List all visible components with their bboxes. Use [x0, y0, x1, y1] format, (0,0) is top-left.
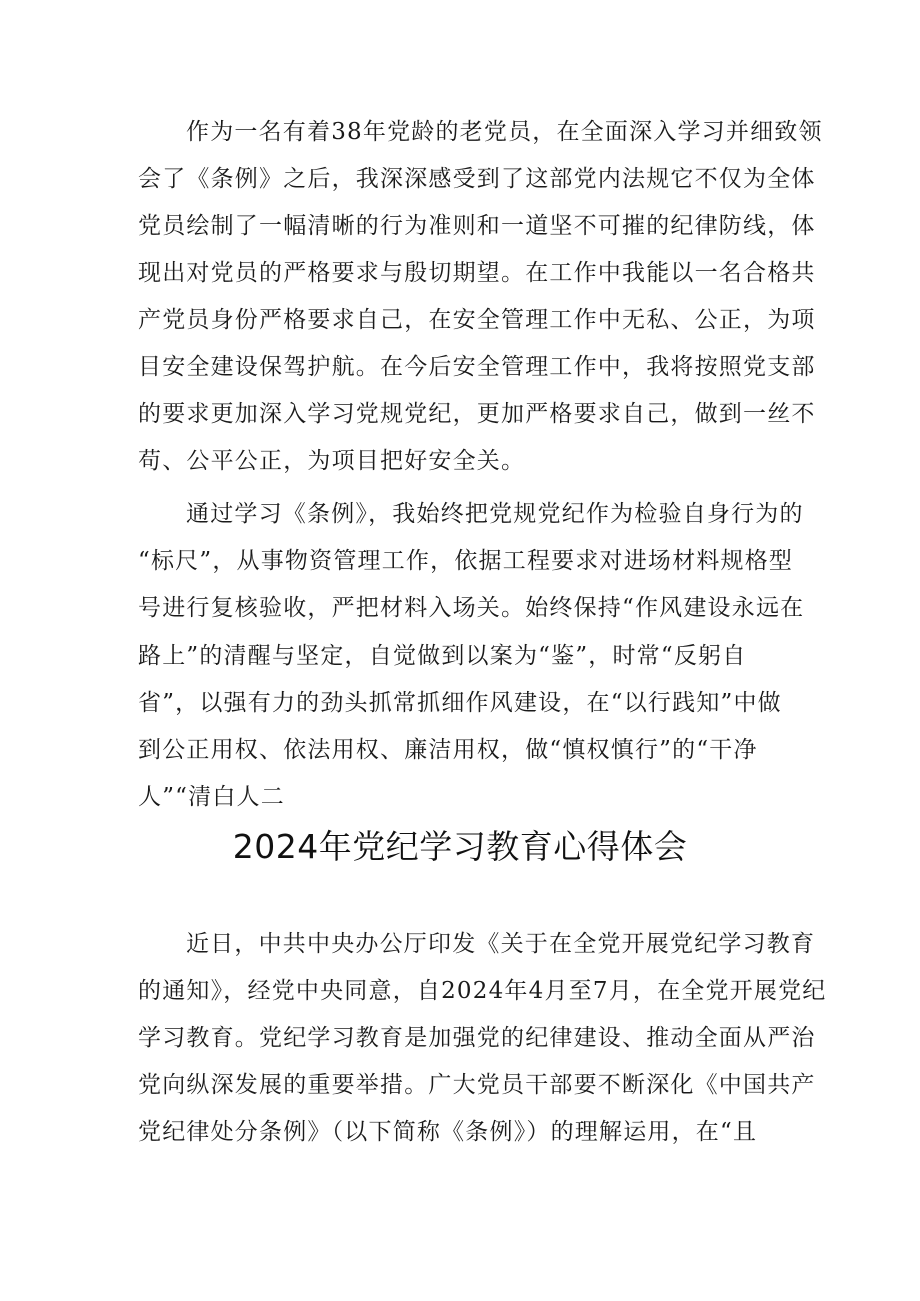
text-line: 号进行复核验收，严把材料入场关。始终保持“作风建设永远在: [138, 595, 805, 621]
text-line: 目安全建设保驾护航。在今后安全管理工作中，我将按照党支部: [138, 354, 816, 380]
text-line: 人”“清白人二: [138, 784, 285, 810]
text-line: 党纪律处分条例》（以下简称《条例》）的理解运用，在“且: [138, 1119, 758, 1145]
text-line: 苟、公平公正，为项目把好安全关。: [138, 448, 526, 474]
text-line: 会了《条例》之后，我深深感受到了这部党内法规它不仅为全体: [138, 166, 816, 192]
text-line: 的通知》，经党中央同意，自2024年4月至7月，在全党开展党纪: [138, 978, 827, 1004]
text-line: 作为一名有着38年党龄的老党员，在全面深入学习并细致领: [186, 119, 823, 145]
text-line: 到公正用权、依法用权、廉洁用权，做“慎权慎行”的“干净: [138, 737, 758, 763]
document-title: 2024年党纪学习教育心得体会: [232, 827, 688, 866]
text-line: 的要求更加深入学习党规党纪，更加严格要求自己，做到一丝不: [138, 401, 816, 427]
text-line: 党向纵深发展的重要举措。广大党员干部要不断深化《中国共产: [138, 1072, 816, 1098]
text-line: 现出对党员的严格要求与殷切期望。在工作中我能以一名合格共: [138, 260, 816, 286]
text-line: 学习教育。党纪学习教育是加强党的纪律建设、推动全面从严治: [138, 1025, 816, 1051]
text-line: “标尺”，从事物资管理工作，依据工程要求对进场材料规格型: [138, 548, 794, 574]
text-line: 通过学习《条例》，我始终把党规党纪作为检验自身行为的: [186, 501, 804, 527]
text-line: 党员绘制了一幅清晰的行为准则和一道坚不可摧的纪律防线，体: [138, 213, 816, 239]
text-line: 近日，中共中央办公厅印发《关于在全党开展党纪学习教育: [186, 931, 816, 957]
text-line: 路上”的清醒与坚定，自觉做到以案为“鉴”，时常“反躬自: [138, 643, 747, 669]
text-line: 产党员身份严格要求自己，在安全管理工作中无私、公正，为项: [138, 307, 816, 333]
text-line: 省”，以强有力的劲头抓常抓细作风建设，在“以行践知”中做: [138, 690, 782, 716]
